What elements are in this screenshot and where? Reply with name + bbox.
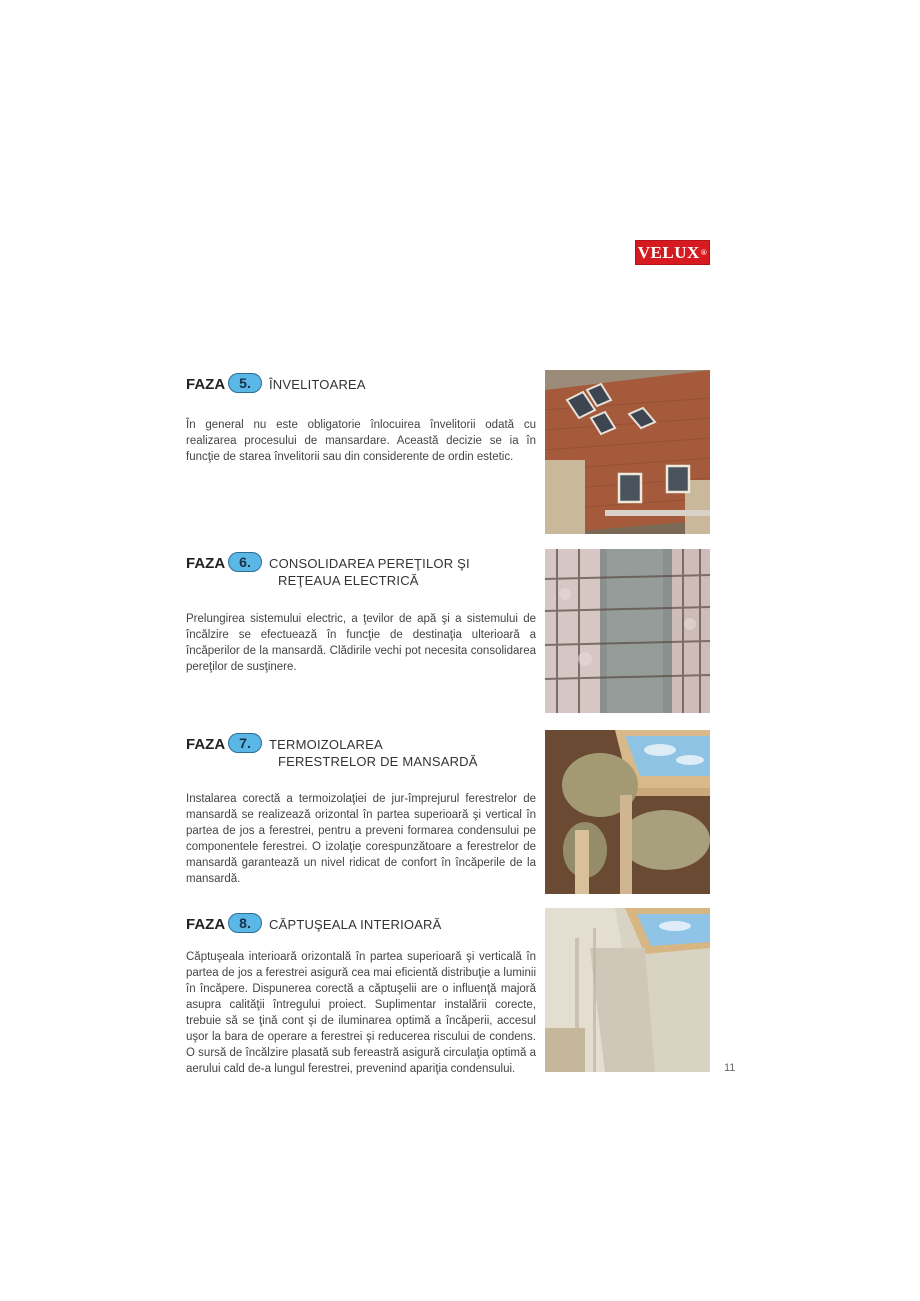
faza-label: FAZA: [186, 916, 226, 933]
window-insulation-photo: [545, 730, 710, 894]
section-5-text: În general nu este obligatorie înlocuirea învelitorii odată cu realizarea procesului de mansardare. Această decizie se ia în funcţie de starea învelitorii sau din considerente de ordin estetic.: [186, 419, 536, 463]
section-7-heading: [186, 736, 478, 770]
section-title-line1: ÎNVELITOAREA: [269, 377, 366, 392]
section-title-line1: CĂPTUŞEALA INTERIOARĂ: [269, 917, 442, 932]
logo-reg-mark: ®: [700, 248, 708, 257]
section-5-heading: [186, 376, 366, 394]
faza-label: FAZA: [186, 376, 226, 393]
faza-label: FAZA: [186, 736, 226, 753]
phase-number-badge: 6.: [228, 552, 262, 572]
phase-number-badge: 5.: [228, 373, 262, 393]
wall-reinforcement-photo: [545, 549, 710, 713]
section-7-text: Instalarea corectă a termoizolaţiei de jur-împrejurul ferestrelor de mansardă se realizează orizontal în partea superioară şi vertical în partea de jos a ferestrei, pentru a preveni formarea condensului pe componentele ferestrei. O izolaţie corespunzătoare a ferestrelor de mansardă garantează un nivel ridicat de confort în încăperile de la mansardă.: [186, 793, 536, 885]
velux-logo: [635, 240, 710, 265]
faza-label: FAZA: [186, 555, 226, 572]
section-title-line1: TERMOIZOLAREA: [269, 737, 383, 752]
section-title-line1: CONSOLIDAREA PEREŢILOR ŞI: [269, 556, 470, 571]
section-title: [269, 555, 470, 589]
section-title: [269, 916, 442, 933]
page-number: 11: [724, 1062, 736, 1074]
phase-number-badge: 7.: [228, 733, 262, 753]
section-8-heading: [186, 916, 442, 934]
interior-lining-photo: [545, 908, 710, 1072]
section-8-text: Căptuşeala interioară orizontală în partea superioară şi verticală în partea de jos a ferestrei asigură cea mai eficientă distribuţie a luminii în încăpere. Dispunerea corectă a căptuşelii are o influenţă majoră asupra calităţii întregului proiect. Suplimentar instalării corecte, trebuie să se ţină cont şi de iluminarea optimă a încăperii, accesul uşor la bara de operare a ferestrei şi reducerea riscului de condens. O sursă de încălzire plasată sub fereastră asigură circulaţia optimă a aerului cald de-a lungul ferestrei, prevenind apariţia condensului.: [186, 951, 536, 1075]
section-title-line2: FERESTRELOR DE MANSARDĂ: [278, 754, 478, 769]
phase-number-badge: 8.: [228, 913, 262, 933]
logo-text: VELUX: [637, 242, 700, 262]
section-title-line2: REŢEAUA ELECTRICĂ: [278, 573, 419, 588]
section-6-heading: [186, 555, 470, 589]
section-6-text: Prelungirea sistemului electric, a ţevilor de apă şi a sistemului de încălzire se efectuează în funcţie de destinaţia ulterioară a încăperilor de la mansardă. Clădirile vechi pot necesita consolidarea pereţilor de susţinere.: [186, 613, 536, 673]
roof-photo: [545, 370, 710, 534]
section-title: [269, 376, 366, 393]
section-title: [269, 736, 478, 770]
